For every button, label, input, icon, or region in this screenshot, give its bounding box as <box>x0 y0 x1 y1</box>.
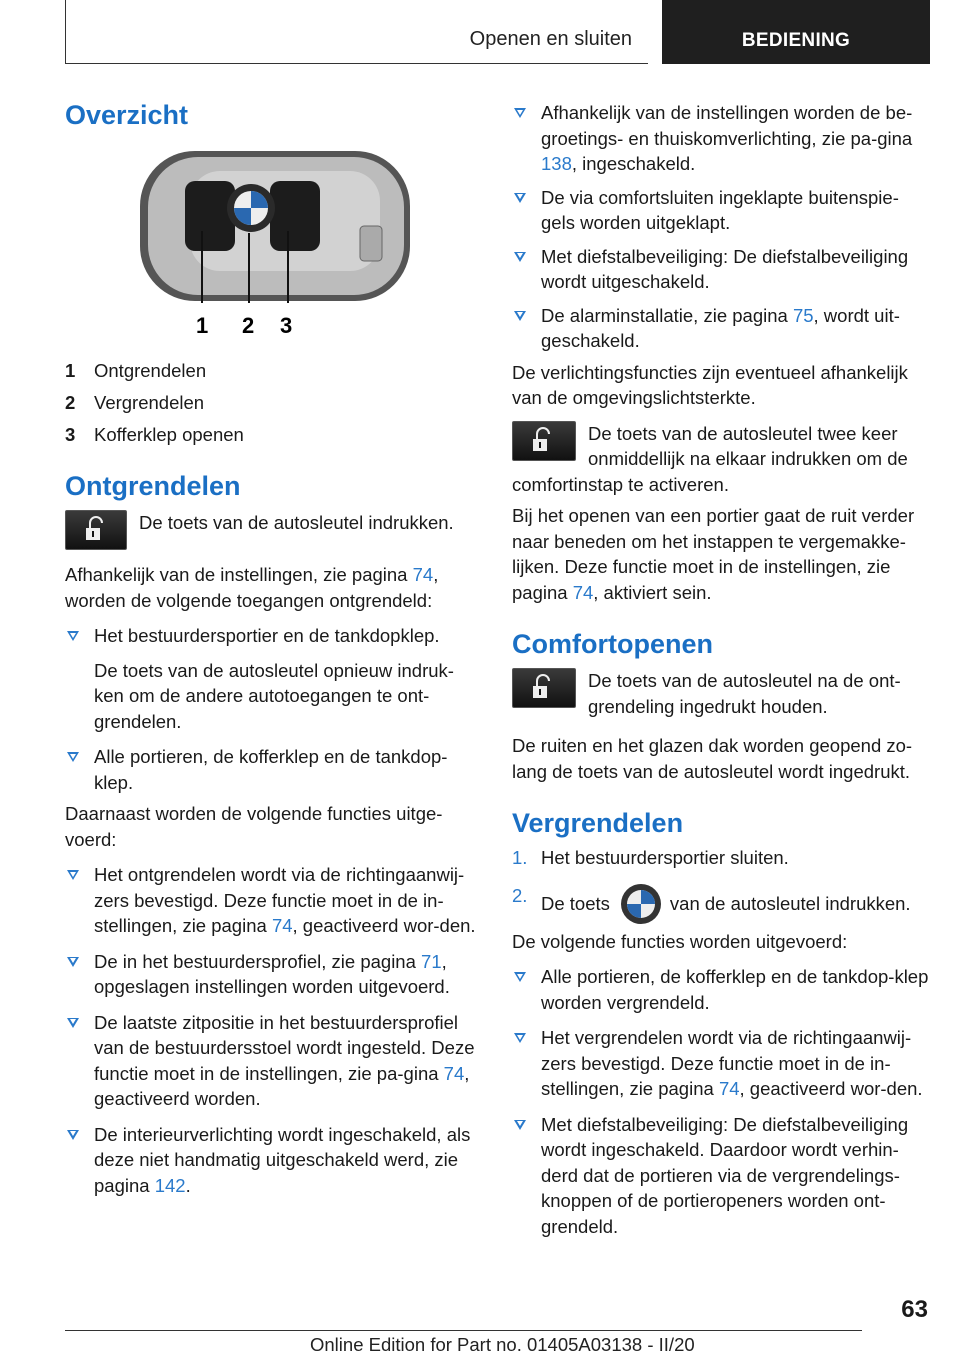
callout-2: 2 <box>242 313 255 338</box>
page-link[interactable]: 74 <box>443 1062 465 1084</box>
page-link[interactable]: 74 <box>412 564 434 585</box>
list-item: De interieurverlichting wordt ingeschakeld, als deze niet handmatig uitgeschakeld werd, zie pagina 142. <box>65 1122 480 1199</box>
legend-item: 2 Vergrendelen <box>65 392 205 413</box>
left-column: Overzicht 1 2 3 1 Ontgrendelen 2 Vergrendelen 3 Kofferklep openen Ontgrendelen De toets van de autosleutel indrukken. Afhankelijk van de instellingen, zie pagina 74, worden de volgende toegangen ontgrendeld: Het bestuurdersportier en de tankdopklep. De toets van de autosleutel opnieuw indruk-ken om de andere autotoegangen te ont-grendelen. Alle portieren, de kofferklep en de tankdop-klep. Daarnaast worden de volgende functies uitge-voerd: Het ontgrendelen wordt via de richtingaanwij-zers bevestigd. Deze functie moet in de in-stellingen, zie pagina 74, geactiveerd wor-den. De in het bestuurdersprofiel, zie pagina 71, opgeslagen instellingen worden uitgevoerd. De laatste zitpositie in het bestuurdersprofiel van de bestuurdersstoel wordt ingesteld. Deze functie moet in de instellingen, zie pa-gina 74, geactiveerd worden. De interieurverlichting wordt ingeschakeld, als deze niet handmatig uitgeschakeld werd, zie pagina 142. <box>65 100 480 1198</box>
page-link[interactable]: 142 <box>154 1174 186 1196</box>
paragraph: Daarnaast worden de volgende functies uitge-voerd: <box>65 803 443 850</box>
list-item: De alarminstallatie, zie pagina 75, wordt uit-geschakeld. <box>512 303 932 354</box>
section-title: Openen en sluiten <box>469 28 632 50</box>
step-item: 1. Het bestuurdersportier sluiten. <box>512 847 789 868</box>
key-fob-figure <box>130 151 430 351</box>
page-link[interactable]: 75 <box>792 304 814 326</box>
comfort-open-button-text: De toets van de autosleutel na de ont-grendeling ingedrukt houden. <box>588 670 901 717</box>
page-link[interactable]: 138 <box>541 153 572 174</box>
footer-divider <box>65 1330 862 1331</box>
list-item: Het bestuurdersportier en de tankdopklep. <box>65 623 480 649</box>
section-tab <box>65 0 648 64</box>
unlock-button-icon <box>512 668 576 708</box>
list-item: Het ontgrendelen wordt via de richtingaanwij-zers bevestigd. Deze functie moet in de in-stellingen, zie pagina 74, geactiveerd wor-den. <box>65 862 480 939</box>
list-item: Het vergrendelen wordt via de richtingaanwij-zers bevestigd. Deze functie moet in de in-stellingen, zie pagina 74, geactiveerd wor-den. <box>512 1025 932 1102</box>
paragraph: De volgende functies worden uitgevoerd: <box>512 930 848 952</box>
lock-heading: Vergrendelen <box>512 808 684 838</box>
unlock-button-text: De toets van de autosleutel indrukken. <box>139 512 454 533</box>
list-item: Met diefstalbeveiliging: De diefstalbeveiliging wordt uitgeschakeld. <box>512 244 932 295</box>
list-item: Afhankelijk van de instellingen worden de be-groetings- en thuiskomverlichting, zie pa-gina 138, ingeschakeld. <box>512 100 932 177</box>
list-subtext: De toets van de autosleutel opnieuw indruk-ken om de andere autotoegangen te ont-grendelen. <box>94 659 454 732</box>
legend-item: 1 Ontgrendelen <box>65 360 207 381</box>
paragraph: Bij het openen van een portier gaat de ruit verder naar beneden om het instappen te vergemakke-lijken. Deze functie moet in de instellingen, zie pagina 74, aktiviert sein. <box>512 505 915 603</box>
paragraph: De ruiten en het glazen dak worden geopend zo-lang de toets van de autosleutel wordt ingedrukt. <box>512 735 913 782</box>
list-item: De via comfortsluiten ingeklapte buitenspie-gels worden uitgeklapt. <box>512 185 932 236</box>
unlock-heading: Ontgrendelen <box>65 471 241 501</box>
page-link[interactable]: 74 <box>718 1078 740 1099</box>
list-item: Alle portieren, de kofferklep en de tankdop-klep worden vergrendeld. <box>512 964 932 1015</box>
callout-1: 1 <box>196 313 209 338</box>
right-column <box>512 100 932 1239</box>
unlock-button-icon <box>65 510 127 550</box>
overview-heading: Overzicht <box>65 100 189 130</box>
page-link[interactable]: 74 <box>572 581 594 603</box>
list-item: Met diefstalbeveiliging: De diefstalbeveiliging wordt ingeschakeld. Daardoor wordt verhin-derd dat de portieren via de vergrendelings-knoppen of de portieropeners worden ont-grendeld. <box>512 1112 932 1240</box>
bmw-lock-button-icon <box>620 883 662 925</box>
page-link[interactable]: 71 <box>421 950 442 972</box>
page-number: 63 <box>901 1296 928 1323</box>
comfort-button-text: De toets van de autosleutel twee keer onmiddellijk na elkaar indrukken om de <box>588 422 908 469</box>
list-item: Alle portieren, de kofferklep en de tankdop-klep. <box>65 744 480 795</box>
page-header <box>65 0 930 64</box>
footer-edition: Online Edition for Part no. 01405A03138 - II/20 <box>310 1334 695 1355</box>
legend-item: 3 Kofferklep openen <box>65 424 244 445</box>
chapter-tab <box>662 0 930 64</box>
paragraph: comfortinstap te activeren. <box>512 473 729 495</box>
comfort-open-heading: Comfortopenen <box>512 629 713 659</box>
step-item: 2. De toets van de autosleutel indrukken. <box>512 883 932 925</box>
page-link[interactable]: 74 <box>271 915 293 936</box>
callout-3: 3 <box>280 313 293 338</box>
paragraph: De verlichtingsfuncties zijn eventueel afhankelijk van de omgevingslichtsterkte. <box>512 361 908 408</box>
unlock-button-icon <box>512 421 576 461</box>
list-item: De in het bestuurdersprofiel, zie pagina 71, opgeslagen instellingen worden uitgevoerd. <box>65 949 480 1000</box>
list-item: De laatste zitpositie in het bestuurdersprofiel van de bestuurdersstoel wordt ingesteld. Deze functie moet in de instellingen, zie pa-gina 74, geactiveerd worden. <box>65 1010 480 1112</box>
chapter-title: BEDIENING <box>741 30 851 51</box>
